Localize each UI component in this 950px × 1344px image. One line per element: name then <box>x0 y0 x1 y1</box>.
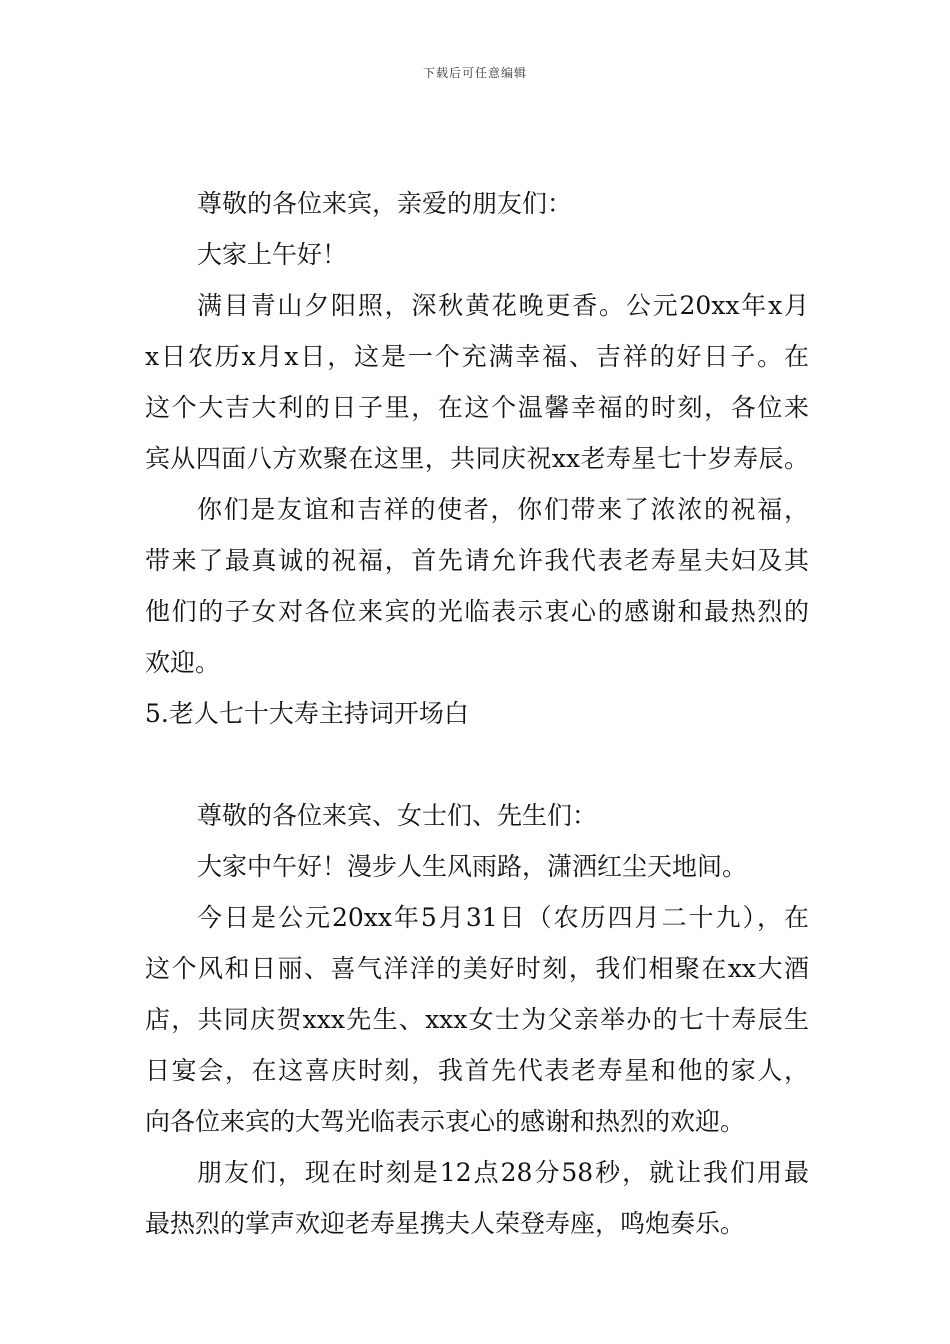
paragraph-line: 你们是友谊和吉祥的使者，你们带来了浓浓的祝福， <box>197 495 809 524</box>
paragraph-line: 带来了最真诚的祝福，首先请允许我代表老寿星夫妇及其 <box>145 546 809 575</box>
document-body <box>145 178 809 1249</box>
page-header-note: 下载后可任意编辑 <box>422 66 527 80</box>
paragraph-line: 今日是公元20xx年5月31日（农历四月二十九），在 <box>197 903 809 932</box>
paragraph-line: 朋友们，现在时刻是12点28分58秒，就让我们用最 <box>197 1158 809 1187</box>
paragraph <box>145 892 809 1147</box>
paragraph-line: 这个风和日丽、喜气洋洋的美好时刻，我们相聚在xx大酒 <box>145 954 809 983</box>
paragraph-line: 最热烈的掌声欢迎老寿星携夫人荣登寿座，鸣炮奏乐。 <box>145 1209 746 1238</box>
paragraph-line: 向各位来宾的大驾光临表示衷心的感谢和热烈的欢迎。 <box>145 1107 746 1136</box>
paragraph-line: x日农历x月x日，这是一个充满幸福、吉祥的好日子。在 <box>145 342 809 371</box>
paragraph <box>145 280 809 484</box>
paragraph-line: 满目青山夕阳照，深秋黄花晚更香。公元20xx年x月 <box>197 291 809 320</box>
salutation: 尊敬的各位来宾，亲爱的朋友们： <box>197 189 573 218</box>
blank-line <box>145 739 809 790</box>
paragraph <box>145 1147 809 1249</box>
paragraph-line: 日宴会，在这喜庆时刻，我首先代表老寿星和他的家人， <box>145 1056 809 1085</box>
paragraph-line: 店，共同庆贺xxx先生、xxx女士为父亲举办的七十寿辰生 <box>145 1005 809 1034</box>
section-heading: 5.老人七十大寿主持词开场白 <box>145 699 469 728</box>
greeting-line: 大家上午好！ <box>197 240 348 269</box>
paragraph-line: 他们的子女对各位来宾的光临表示衷心的感谢和最热烈的 <box>145 597 809 626</box>
paragraph <box>145 484 809 688</box>
greeting-line: 大家中午好！漫步人生风雨路，潇洒红尘天地间。 <box>197 852 748 881</box>
paragraph-line: 宾从四面八方欢聚在这里，共同庆祝xx老寿星七十岁寿辰。 <box>145 444 809 473</box>
paragraph-line: 欢迎。 <box>145 648 221 677</box>
salutation: 尊敬的各位来宾、女士们、先生们： <box>197 801 598 830</box>
paragraph-line: 这个大吉大利的日子里，在这个温馨幸福的时刻，各位来 <box>145 393 809 422</box>
